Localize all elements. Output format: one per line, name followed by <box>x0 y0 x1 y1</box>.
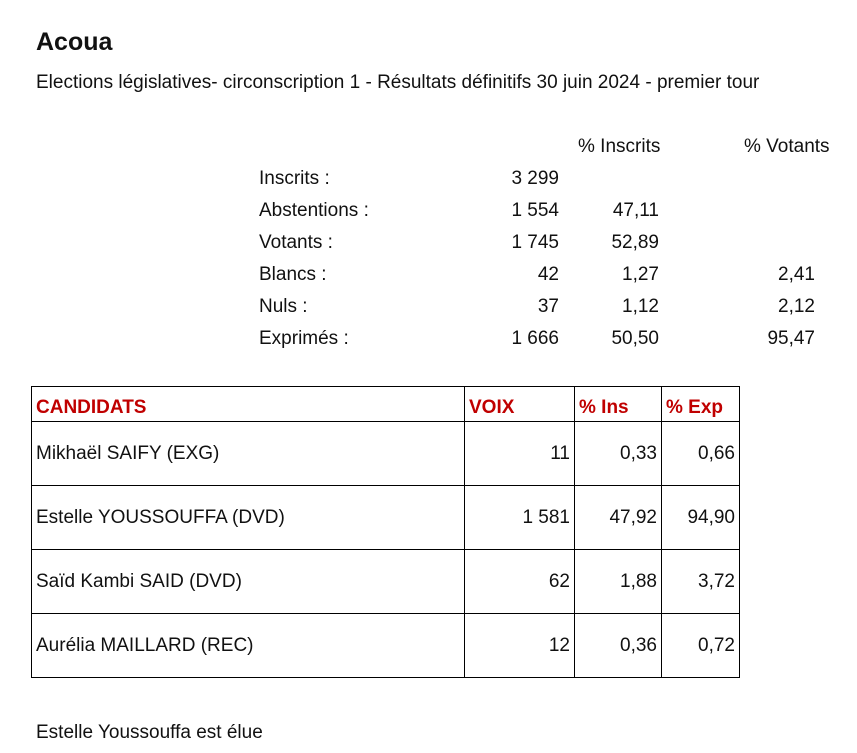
stat-count: 37 <box>537 296 559 317</box>
stat-pct-inscrits: 1,27 <box>622 264 659 285</box>
stat-label: Inscrits : <box>259 168 330 189</box>
stat-label: Nuls : <box>259 296 308 317</box>
candidate-voix: 12 <box>465 614 575 678</box>
stat-count: 1 666 <box>511 328 559 349</box>
stat-row-nuls <box>0 296 857 328</box>
candidate-row <box>32 486 740 550</box>
candidate-pct-ins: 0,33 <box>575 422 662 486</box>
header-pct-votants: % Votants <box>744 136 830 157</box>
candidate-pct-ins: 47,92 <box>575 486 662 550</box>
stat-pct-votants: 95,47 <box>767 328 815 349</box>
stat-label: Exprimés : <box>259 328 349 349</box>
stat-pct-inscrits: 1,12 <box>622 296 659 317</box>
header-pct-inscrits: % Inscrits <box>578 136 661 157</box>
header-voix: VOIX <box>465 387 575 422</box>
header-pct-exp: % Exp <box>662 387 740 422</box>
header-candidats: CANDIDATS <box>32 387 465 422</box>
stat-count: 1 554 <box>511 200 559 221</box>
stat-count: 1 745 <box>511 232 559 253</box>
candidate-name: Mikhaël SAIFY (EXG) <box>32 422 465 486</box>
candidate-name: Aurélia MAILLARD (REC) <box>32 614 465 678</box>
stat-row-blancs <box>0 264 857 296</box>
candidate-row <box>32 422 740 486</box>
stat-pct-votants: 2,41 <box>778 264 815 285</box>
candidate-name: Estelle YOUSSOUFFA (DVD) <box>32 486 465 550</box>
candidates-header-row <box>32 387 740 422</box>
candidate-pct-exp: 0,66 <box>662 422 740 486</box>
stat-label: Abstentions : <box>259 200 369 221</box>
candidate-pct-ins: 0,36 <box>575 614 662 678</box>
page-subtitle: Elections législatives- circonscription 1 - Résultats définitifs 30 juin 2024 - premier tour <box>36 72 760 93</box>
candidate-pct-exp: 3,72 <box>662 550 740 614</box>
stat-pct-votants: 2,12 <box>778 296 815 317</box>
candidates-table <box>31 386 740 678</box>
stat-row-exprimes <box>0 328 857 360</box>
candidate-pct-exp: 0,72 <box>662 614 740 678</box>
stat-pct-inscrits: 47,11 <box>612 200 659 221</box>
stat-count: 42 <box>537 264 559 285</box>
candidate-row <box>32 550 740 614</box>
stat-row-abstentions <box>0 200 857 232</box>
stat-label: Blancs : <box>259 264 327 285</box>
page-title: Acoua <box>36 28 113 56</box>
header-pct-ins: % Ins <box>575 387 662 422</box>
candidate-voix: 62 <box>465 550 575 614</box>
stat-row-votants <box>0 232 857 264</box>
candidate-name: Saïd Kambi SAID (DVD) <box>32 550 465 614</box>
stat-pct-inscrits: 52,89 <box>611 232 659 253</box>
candidate-voix: 11 <box>465 422 575 486</box>
stat-label: Votants : <box>259 232 333 253</box>
candidate-pct-exp: 94,90 <box>662 486 740 550</box>
result-statement: Estelle Youssouffa est élue <box>36 722 263 743</box>
stat-count: 3 299 <box>511 168 559 189</box>
candidate-voix: 1 581 <box>465 486 575 550</box>
candidate-row <box>32 614 740 678</box>
stat-row-inscrits <box>0 168 857 200</box>
stat-pct-inscrits: 50,50 <box>611 328 659 349</box>
candidate-pct-ins: 1,88 <box>575 550 662 614</box>
